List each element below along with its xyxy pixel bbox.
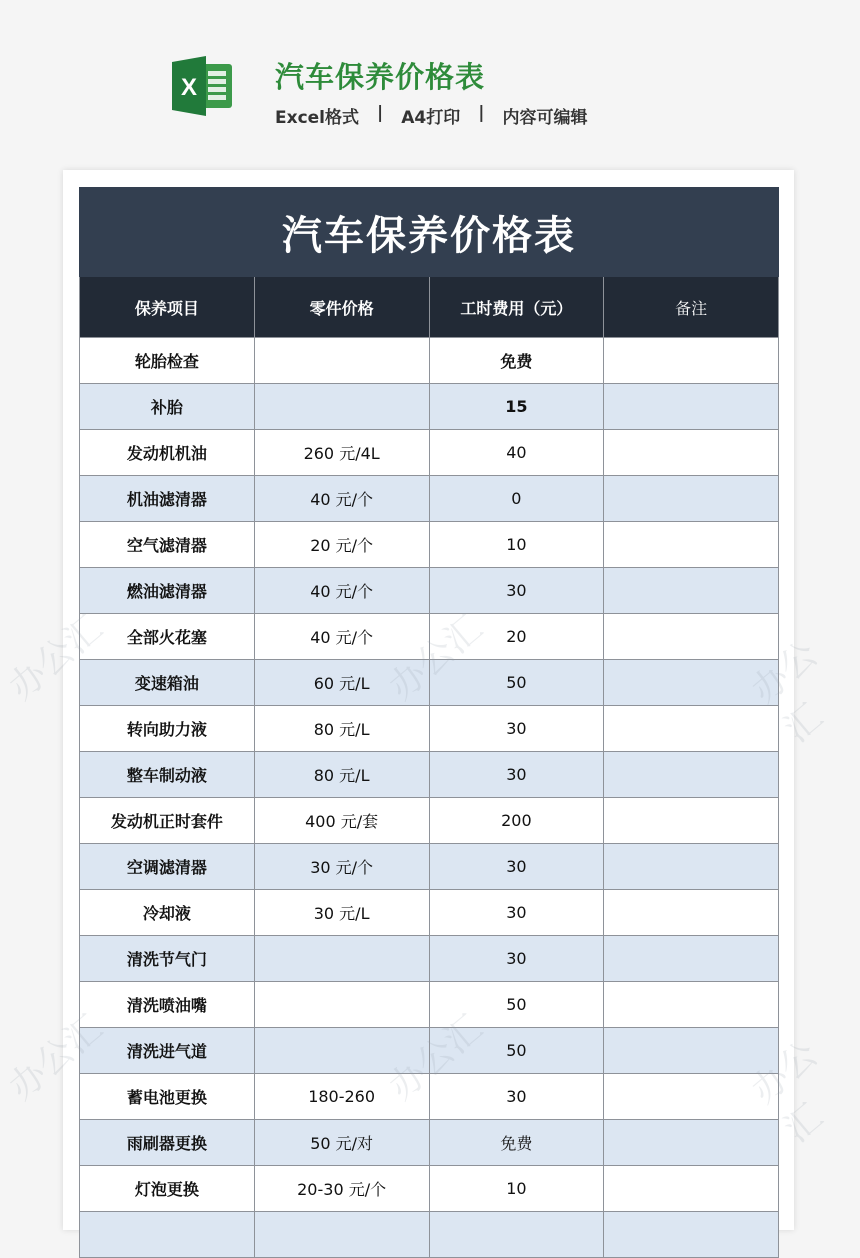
item-cell: 发动机正时套件 — [80, 798, 255, 844]
labor-fee-cell: 50 — [429, 660, 604, 706]
table-row — [80, 614, 779, 660]
note-cell — [604, 614, 779, 660]
item-cell: 整车制动液 — [80, 752, 255, 798]
part-price-cell: 60 元/L — [254, 660, 429, 706]
watermark: 办公汇 — [1, 1007, 111, 1109]
column-header: 工时费用（元） — [429, 277, 604, 338]
part-price-cell: 80 元/L — [254, 752, 429, 798]
labor-fee-cell: 30 — [429, 706, 604, 752]
note-cell — [604, 936, 779, 982]
item-cell: 发动机机油 — [80, 430, 255, 476]
table-row — [80, 338, 779, 384]
column-header: 保养项目 — [80, 277, 255, 338]
item-cell: 轮胎检查 — [80, 338, 255, 384]
watermark: 办公汇 — [776, 1096, 831, 1151]
tag: 内容可编辑 — [502, 108, 588, 128]
item-cell: 清洗节气门 — [80, 936, 255, 982]
labor-fee-cell: 10 — [429, 1166, 604, 1212]
part-price-cell: 40 元/个 — [254, 568, 429, 614]
note-cell — [604, 1028, 779, 1074]
item-cell: 补胎 — [80, 384, 255, 430]
part-price-cell: 80 元/L — [254, 706, 429, 752]
price-table — [79, 187, 779, 1258]
excel-logo-icon — [172, 56, 234, 116]
labor-fee-cell: 30 — [429, 568, 604, 614]
part-price-cell — [254, 1028, 429, 1074]
part-price-cell: 180-260 — [254, 1074, 429, 1120]
labor-fee-cell: 50 — [429, 982, 604, 1028]
labor-fee-cell: 30 — [429, 936, 604, 982]
part-price-cell: 260 元/4L — [254, 430, 429, 476]
part-price-cell — [254, 338, 429, 384]
table-row — [80, 660, 779, 706]
note-cell — [604, 1212, 779, 1258]
table-row — [80, 384, 779, 430]
labor-fee-cell: 200 — [429, 798, 604, 844]
column-header: 备注 — [604, 277, 779, 338]
item-cell: 空气滤清器 — [80, 522, 255, 568]
labor-fee-cell — [429, 1212, 604, 1258]
note-cell — [604, 1074, 779, 1120]
note-cell — [604, 752, 779, 798]
note-cell — [604, 522, 779, 568]
note-cell — [604, 706, 779, 752]
table-title: 汽车保养价格表 — [80, 188, 779, 277]
table-row — [80, 1212, 779, 1258]
part-price-cell — [254, 384, 429, 430]
tag: Excel格式 — [275, 108, 360, 128]
part-price-cell — [254, 936, 429, 982]
labor-fee-cell: 免费 — [429, 338, 604, 384]
watermark: 办公汇 — [776, 696, 831, 751]
separator: | — [377, 103, 384, 123]
item-cell: 空调滤清器 — [80, 844, 255, 890]
table-row — [80, 890, 779, 936]
feature-tags — [275, 103, 587, 128]
labor-fee-cell: 免费 — [429, 1120, 604, 1166]
part-price-cell: 20 元/个 — [254, 522, 429, 568]
labor-fee-cell: 15 — [429, 384, 604, 430]
note-cell — [604, 568, 779, 614]
labor-fee-cell: 20 — [429, 614, 604, 660]
note-cell — [604, 660, 779, 706]
labor-fee-cell: 50 — [429, 1028, 604, 1074]
note-cell — [604, 338, 779, 384]
note-cell — [604, 1166, 779, 1212]
labor-fee-cell: 30 — [429, 844, 604, 890]
watermark: 办公汇 — [1, 607, 111, 709]
tag: A4打印 — [401, 108, 461, 128]
item-cell: 蓄电池更换 — [80, 1074, 255, 1120]
column-header: 零件价格 — [254, 277, 429, 338]
labor-fee-cell: 40 — [429, 430, 604, 476]
table-row — [80, 1028, 779, 1074]
part-price-cell: 30 元/L — [254, 890, 429, 936]
table-row — [80, 430, 779, 476]
item-cell: 转向助力液 — [80, 706, 255, 752]
note-cell — [604, 982, 779, 1028]
note-cell — [604, 1120, 779, 1166]
svg-text:X: X — [180, 74, 198, 101]
item-cell: 清洗进气道 — [80, 1028, 255, 1074]
part-price-cell: 400 元/套 — [254, 798, 429, 844]
part-price-cell: 20-30 元/个 — [254, 1166, 429, 1212]
item-cell: 全部火花塞 — [80, 614, 255, 660]
item-cell: 雨刷器更换 — [80, 1120, 255, 1166]
note-cell — [604, 890, 779, 936]
item-cell: 机油滤清器 — [80, 476, 255, 522]
labor-fee-cell: 10 — [429, 522, 604, 568]
item-cell: 清洗喷油嘴 — [80, 982, 255, 1028]
labor-fee-cell: 30 — [429, 752, 604, 798]
note-cell — [604, 476, 779, 522]
table-row — [80, 1166, 779, 1212]
table-row — [80, 752, 779, 798]
item-cell: 灯泡更换 — [80, 1166, 255, 1212]
item-cell: 变速箱油 — [80, 660, 255, 706]
part-price-cell: 50 元/对 — [254, 1120, 429, 1166]
table-row — [80, 706, 779, 752]
labor-fee-cell: 30 — [429, 890, 604, 936]
separator: | — [478, 103, 485, 123]
table-row — [80, 844, 779, 890]
table-row — [80, 798, 779, 844]
item-cell: 燃油滤清器 — [80, 568, 255, 614]
note-cell — [604, 844, 779, 890]
table-row — [80, 476, 779, 522]
part-price-cell — [254, 1212, 429, 1258]
note-cell — [604, 384, 779, 430]
table-row — [80, 982, 779, 1028]
labor-fee-cell: 30 — [429, 1074, 604, 1120]
item-cell — [80, 1212, 255, 1258]
table-row — [80, 936, 779, 982]
table-row — [80, 1074, 779, 1120]
labor-fee-cell: 0 — [429, 476, 604, 522]
note-cell — [604, 798, 779, 844]
table-row — [80, 568, 779, 614]
part-price-cell: 40 元/个 — [254, 476, 429, 522]
page-title: 汽车保养价格表 — [275, 60, 486, 94]
header-row — [80, 277, 779, 338]
table-row — [80, 522, 779, 568]
part-price-cell — [254, 982, 429, 1028]
item-cell: 冷却液 — [80, 890, 255, 936]
part-price-cell: 40 元/个 — [254, 614, 429, 660]
note-cell — [604, 430, 779, 476]
table-row — [80, 1120, 779, 1166]
part-price-cell: 30 元/个 — [254, 844, 429, 890]
